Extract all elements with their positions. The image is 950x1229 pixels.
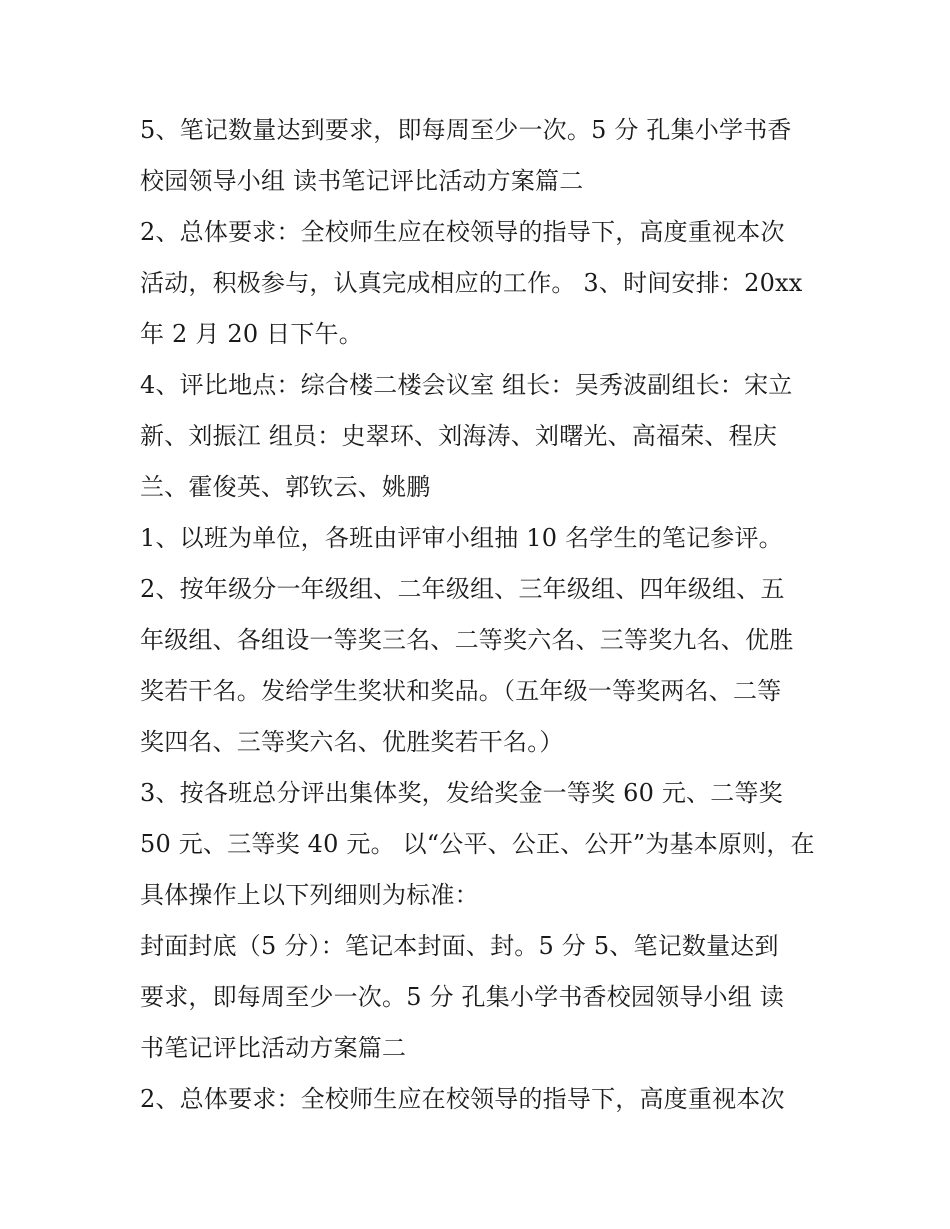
text-line: 活动，积极参与，认真完成相应的工作。 3、时间安排：20xx xyxy=(140,269,803,297)
text-line: 5、笔记数量达到要求，即每周至少一次。5 分 孔集小学书香 xyxy=(140,116,792,144)
text-line: 奖若干名。发给学生奖状和奖品。（五年级一等奖两名、二等 xyxy=(140,677,782,705)
text-line: 年级组、各组设一等奖三名、二等奖六名、三等奖九名、优胜 xyxy=(140,626,794,654)
text-line: 4、评比地点：综合楼二楼会议室 组长：吴秀波副组长：宋立 xyxy=(140,371,793,399)
text-line: 新、刘振江 组员：史翠环、刘海涛、刘曙光、高福荣、程庆 xyxy=(140,422,778,450)
text-line: 封面封底（5 分）：笔记本封面、封。5 分 5、笔记数量达到 xyxy=(140,932,779,960)
text-line: 校园领导小组 读书笔记评比活动方案篇二 xyxy=(140,167,584,195)
text-line: 书笔记评比活动方案篇二 xyxy=(140,1034,407,1062)
text-line: 具体操作上以下列细则为标准： xyxy=(140,881,479,909)
text-line: 2、按年级分一年级组、二年级组、三年级组、四年级组、五 xyxy=(140,575,785,603)
text-line: 3、按各班总分评出集体奖，发给奖金一等奖 60 元、二等奖 xyxy=(140,779,783,807)
text-line: 1、以班为单位，各班由评审小组抽 10 名学生的笔记参评。 xyxy=(140,524,783,552)
text-line: 50 元、三等奖 40 元。 以“公平、公正、公开”为基本原则，在 xyxy=(140,830,815,858)
text-line: 奖四名、三等奖六名、优胜奖若干名。） xyxy=(140,728,564,756)
text-line: 2、总体要求：全校师生应在校领导的指导下，高度重视本次 xyxy=(140,1085,785,1113)
text-line: 要求，即每周至少一次。5 分 孔集小学书香校园领导小组 读 xyxy=(140,983,784,1011)
document-body xyxy=(140,105,820,1125)
text-line: 2、总体要求：全校师生应在校领导的指导下，高度重视本次 xyxy=(140,218,785,246)
text-line: 年 2 月 20 日下午。 xyxy=(140,320,363,348)
text-line: 兰、霍俊英、郭钦云、姚鹏 xyxy=(140,473,431,501)
